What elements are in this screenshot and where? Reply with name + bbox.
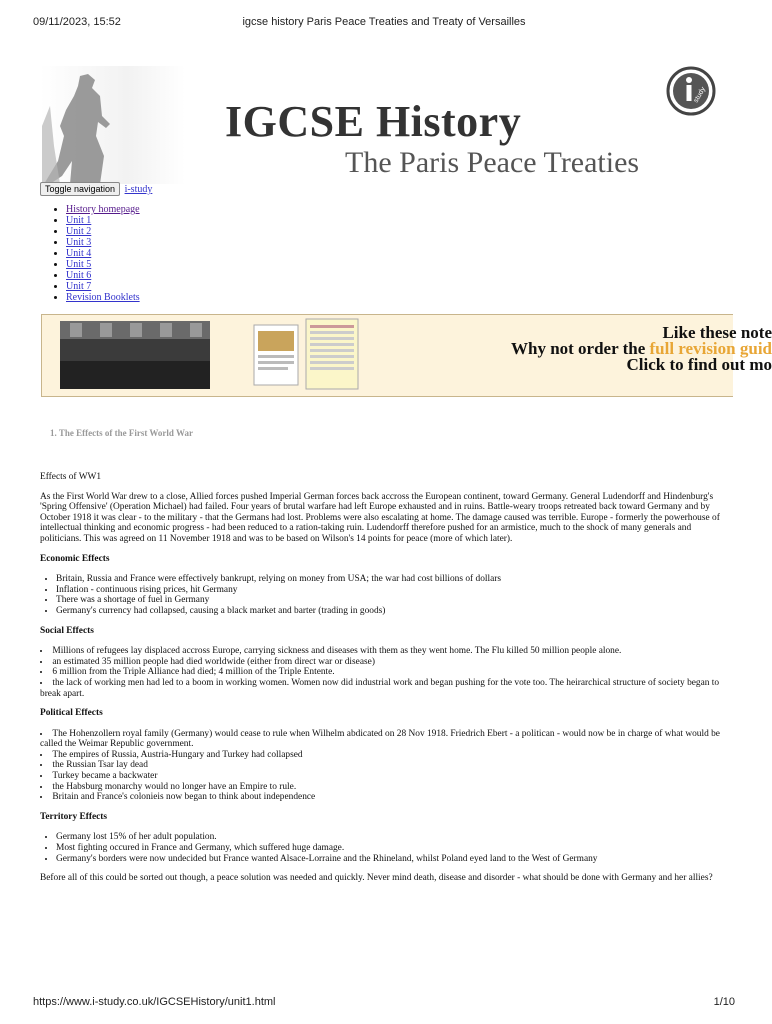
masthead [40, 66, 730, 186]
list-item: • 6 million from the Triple Alliance had died; 4 million of the Triple Entente. [40, 667, 730, 678]
nav-link-unit-2[interactable]: Unit 2 [66, 226, 92, 237]
list-item: • Germany's borders were now undecided but France wanted Alsace-Lorraine and the Rhineland, whilst Poland eyed land to the West of Germany [56, 854, 730, 865]
banner-photo [60, 321, 210, 389]
nav-link-history-homepage[interactable]: History homepage [66, 204, 140, 215]
territory-effects-heading: Territory Effects [40, 811, 108, 822]
list-item: • Millions of refugees lay displaced accross Europe, carrying sickness and diseases with them as they went home. The Flu killed 50 million people alone. [40, 646, 730, 657]
economic-effects-heading: Economic Effects [40, 553, 110, 564]
toggle-navigation-button[interactable]: Toggle navigation [40, 182, 120, 196]
revision-guide-banner[interactable] [41, 314, 772, 397]
list-item: • an estimated 35 million people had died worldwide (either from direct war or disease) [40, 657, 730, 668]
nav-item [66, 204, 140, 215]
list-item: • the Russian Tsar lay dead [40, 760, 730, 771]
print-url: https://www.i-study.co.uk/IGCSEHistory/unit1.html [33, 996, 276, 1008]
nav-item [66, 237, 140, 248]
print-date: 09/11/2023, 15:52 [33, 16, 121, 28]
list-item: • Inflation - continuous rising prices, hit Germany [56, 585, 730, 596]
list-item: • the Habsburg monarchy would no longer have an Empire to rule. [40, 782, 730, 793]
soldier-statue-image [40, 66, 185, 184]
content-heading: Effects of WW1 [40, 472, 102, 482]
list-item: • Britain and France's colonieis now began to think about independence [40, 792, 730, 803]
nav-item [66, 292, 140, 303]
nav-item [66, 248, 140, 259]
list-item: • Germany's currency had collapsed, causing a black market and barter (trading in goods) [56, 606, 730, 617]
political-effects-heading: Political Effects [40, 708, 103, 719]
list-item: • the lack of working men had led to a boom in working women. Women now did industrial work and began pushing for the vote too. The heirarchical structure of society began to break apart. [40, 678, 730, 699]
nav-item [66, 226, 140, 237]
list-item: • The empires of Russia, Austria-Hungary and Turkey had collapsed [40, 750, 730, 761]
nav-link-unit-1[interactable]: Unit 1 [66, 215, 92, 226]
nav-link-unit-5[interactable]: Unit 5 [66, 259, 92, 270]
list-item: • Most fighting occured in France and Germany, which suffered huge damage. [56, 843, 730, 854]
nav-menu [40, 204, 140, 303]
page-subtitle: The Paris Peace Treaties [345, 146, 640, 179]
print-page-number: 1/10 [713, 996, 735, 1008]
social-effects-heading: Social Effects [40, 625, 94, 636]
banner-line-2-text: Why not order the [510, 339, 650, 358]
print-page-title: igcse history Paris Peace Treaties and Treaty of Versailles [242, 16, 526, 28]
banner-line-3: Click to find out mo [626, 355, 772, 374]
list-item: • Turkey became a backwater [40, 771, 730, 782]
nav-item [66, 215, 140, 226]
list-item: • The Hohenzollern royal family (Germany) would cease to rule when Wilhelm abdicated on 28 Nov 1918. Friedrich Ebert - a politican - would now be in charge of what would be called the Weimar Republic government. [40, 729, 730, 750]
nav-link-unit-4[interactable]: Unit 4 [66, 248, 92, 259]
main-content [40, 472, 730, 893]
svg-text:study: study [692, 86, 708, 104]
banner-highlight: full revision guid [649, 339, 772, 358]
economic-effects-list [40, 574, 730, 616]
nav-item [66, 281, 140, 292]
nav-item [66, 270, 140, 281]
intro-paragraph: As the First World War drew to a close, Allied forces pushed Imperial German forces back accross the European continent, toward Germany. General Ludendorff and Hindenburg's 'Spring Offensive' (Operation Michael) had failed. Four years of brutal warfare had left Europe exhausted and in ruins. Battle-weary troops retreated back toward Germany and by October 1918 it was clear - to the military - that the Germans had lost. Problems were also escalating at home. The damage caused was terrible. Europe - formerly the powerhouse of intellectual thinking and economic progress - had been reduced to a ration-taking ruin. Ludendorff therefore pushed for an armistice, much to the shock of many generals and politicians. This was agreed on 11 November 1918 and was to be based on Wilson's 14 points for peace (more of which later). [40, 491, 720, 544]
banner-text [352, 325, 772, 373]
closing-paragraph: Before all of this could be sorted out though, a peace solution was needed and quickly. Never mind death, disease and disorder - what should be done with Germany and her allies? [40, 873, 713, 884]
section-heading-link[interactable]: 1. The Effects of the First World War [50, 428, 193, 438]
banner-line-1: Like these note [662, 323, 772, 342]
nav-link-unit-3[interactable]: Unit 3 [66, 237, 92, 248]
list-item: • Britain, Russia and France were effectively bankrupt, relying on money from USA; the war had cost billions of dollars [56, 574, 730, 585]
navbar [40, 182, 152, 196]
list-item: • Germany lost 15% of her adult population. [56, 832, 730, 843]
banner-booklet-pages [254, 319, 364, 391]
social-effects-list [40, 646, 730, 699]
political-effects-list [40, 729, 730, 803]
nav-link-revision-booklets[interactable]: Revision Booklets [66, 292, 140, 303]
nav-link-unit-7[interactable]: Unit 7 [66, 281, 92, 292]
nav-item [66, 259, 140, 270]
site-title: IGCSE History [225, 97, 522, 146]
nav-link-unit-6[interactable]: Unit 6 [66, 270, 92, 281]
brand-link[interactable]: i-study [124, 184, 153, 195]
i-study-logo-icon[interactable] [666, 66, 716, 116]
territory-effects-list [40, 832, 730, 864]
list-item: • There was a shortage of fuel in Germany [56, 595, 730, 606]
